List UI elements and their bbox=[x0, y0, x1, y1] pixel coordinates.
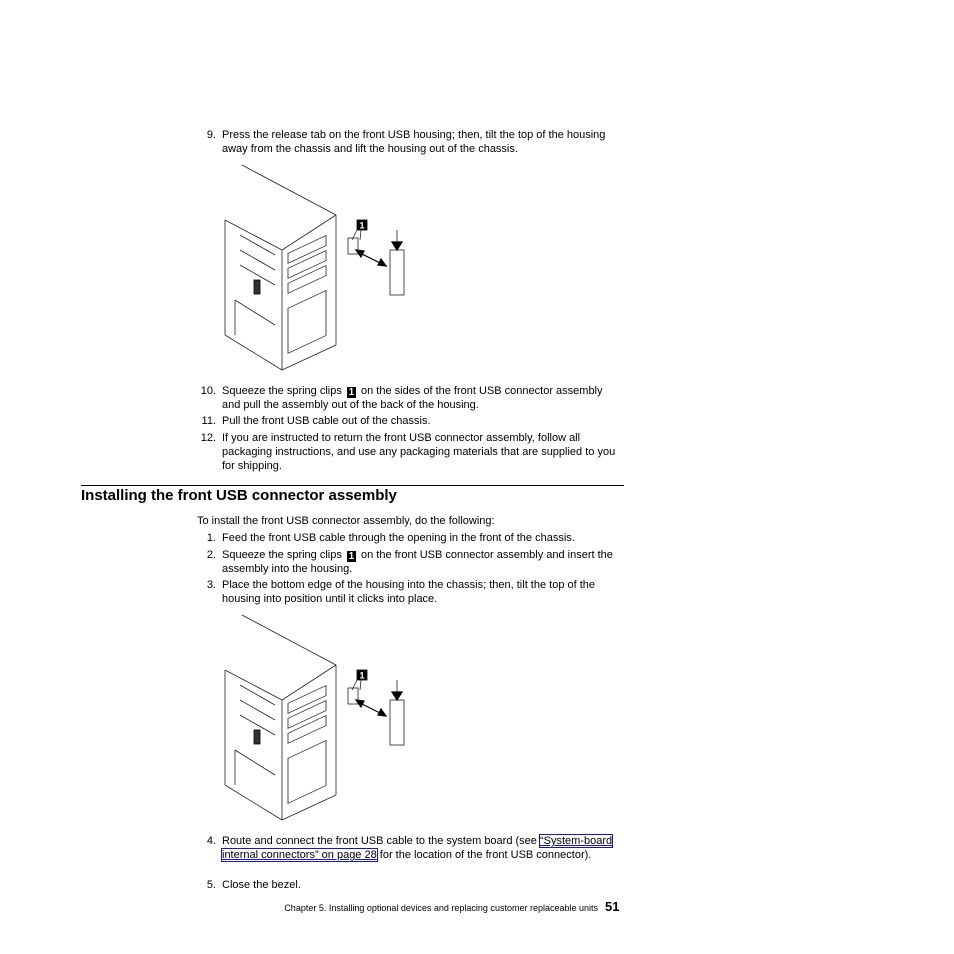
step-text: If you are instructed to return the front USB connector assembly, follow all packaging instructions, and use any packaging materials that are supplied to you for shipping. bbox=[222, 432, 616, 472]
section-heading: Installing the front USB connector assembly bbox=[81, 487, 397, 504]
step-number: 10. bbox=[200, 385, 216, 397]
step-text: Press the release tab on the front USB housing; then, tilt the top of the housing away from the chassis and lift the housing out of the chassis. bbox=[222, 129, 606, 155]
system-board-connectors-link[interactable]: “System-board internal connectors” on page 28 bbox=[222, 835, 613, 861]
step-number: 12. bbox=[200, 432, 216, 444]
step-text: Squeeze the spring clips bbox=[222, 549, 342, 561]
step-text-cont: for the location of the front USB connector). bbox=[379, 849, 592, 861]
step-text: Close the bezel. bbox=[222, 879, 301, 891]
step-text: Feed the front USB cable through the opening in the front of the chassis. bbox=[222, 532, 575, 544]
step-number: 2. bbox=[206, 549, 216, 561]
step-text: Squeeze the spring clips bbox=[222, 385, 342, 397]
step-text: Route and connect the front USB cable to the system board (see bbox=[222, 835, 537, 847]
step-text: Pull the front USB cable out of the chassis. bbox=[222, 415, 431, 427]
section-rule bbox=[81, 485, 624, 486]
chapter-footer: Chapter 5. Installing optional devices and replacing customer replaceable units bbox=[284, 903, 598, 913]
step-text: Place the bottom edge of the housing into the chassis; then, tilt the top of the housing into position until it clicks into place. bbox=[222, 579, 596, 605]
usb-housing-install-figure bbox=[220, 610, 420, 825]
page-number: 51 bbox=[605, 899, 620, 914]
step-number: 1. bbox=[206, 532, 216, 544]
step-number: 11. bbox=[201, 415, 216, 427]
step-number: 5. bbox=[206, 879, 216, 891]
callout-badge: 1 bbox=[348, 387, 355, 398]
callout-badge: 1 bbox=[348, 551, 355, 562]
step-number: 4. bbox=[206, 835, 216, 847]
figure-callout: 1 bbox=[359, 670, 365, 681]
step-number: 9. bbox=[206, 129, 216, 141]
step-number: 3. bbox=[206, 579, 216, 591]
step-text-cont: on the sides of the front USB connector assembly and pull the assembly out of the back of the housing. bbox=[222, 385, 603, 411]
step-text-cont: on the front USB connector assembly and insert the assembly into the housing. bbox=[222, 549, 613, 575]
section-intro: To install the front USB connector assembly, do the following: bbox=[197, 515, 495, 527]
usb-housing-removal-figure bbox=[220, 160, 420, 375]
figure-callout: 1 bbox=[359, 220, 365, 231]
